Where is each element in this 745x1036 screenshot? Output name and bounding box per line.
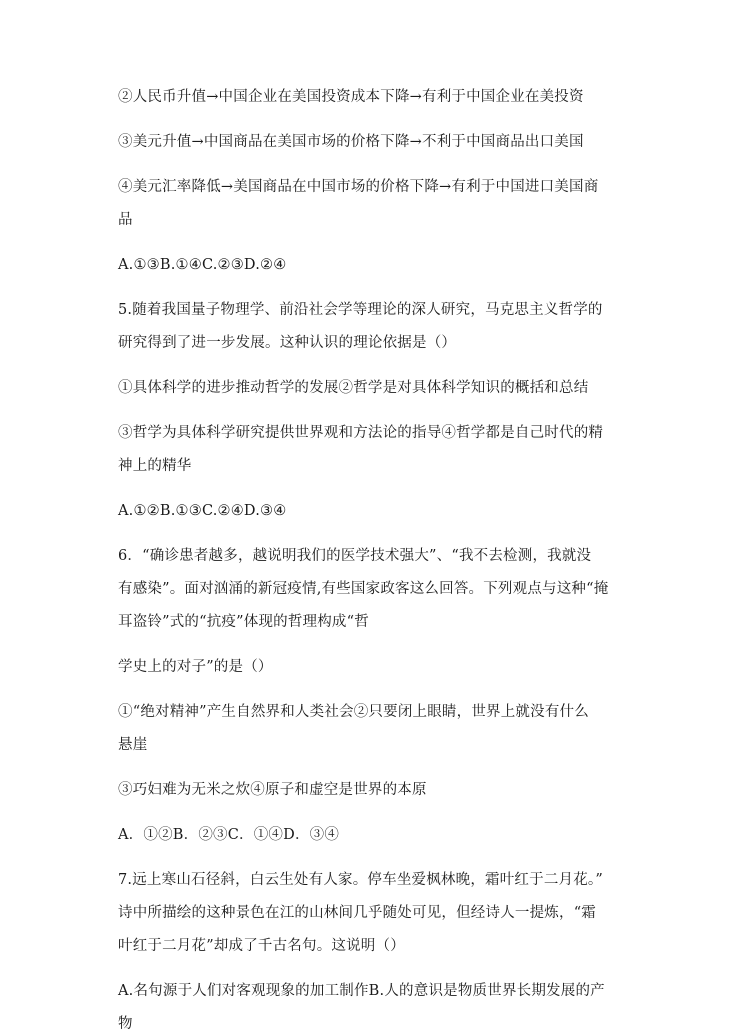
q5-statement-3-4-line2: 神上的精华 <box>118 458 192 474</box>
q4-answer-choices: A.①③B.①④C.②③D.②④ <box>118 257 287 273</box>
q5-statement-3-4-line1: ③哲学为具体科学研究提供世界观和方法论的指导④哲学都是自己时代的精 <box>118 425 604 441</box>
q5-stem-line1: 5.随着我国量子物理学、前沿社会学等理论的深人研究，马克思主义哲学的 <box>118 302 603 318</box>
q6-statement-1-2-line1: ①“绝对精神”产生自然界和人类社会②只要闭上眼睛，世界上就没有什么 <box>118 704 589 720</box>
q7-stem-line1: 7.远上寒山石径斜，白云生处有人家。停车坐爱枫林晚，霜叶红于二月花。” <box>118 872 603 888</box>
q6-stem-line3: 耳盗铃”式的“抗疫”体现的哲理构成“哲 <box>118 614 369 630</box>
document-page <box>118 86 609 1036</box>
q6-statement-1-2-line2: 悬崖 <box>118 737 148 753</box>
q6-stem-line2: 有感染”。面对汹涌的新冠疫情,有些国家政客这么回答。下列观点与这种“掩 <box>118 581 609 597</box>
q6-stem-line4: 学史上的对子”的是（） <box>118 659 273 675</box>
option-4-text-line1: ④美元汇率降低→美国商品在中国市场的价格下降→有利于中国进口美国商 <box>118 179 599 195</box>
option-2-text: ②人民币升值→中国企业在美国投资成本下降→有利于中国企业在美投资 <box>118 89 584 105</box>
q7-option-a-b-line1: A.名句源于人们对客观现象的加工制作B.人的意识是物质世界长期发展的产 <box>118 983 605 999</box>
q7-stem-line3: 叶红于二月花”却成了千古名句。这说明（） <box>118 938 405 954</box>
q6-answer-choices: A．①②B．②③C．①④D．③④ <box>118 827 340 843</box>
option-4-text-line2: 品 <box>118 212 133 228</box>
q7-option-a-b-line2: 物 <box>118 1016 133 1032</box>
q6-stem-line1: 6．“确诊患者越多，越说明我们的医学技术强大”、“我不去检测，我就没 <box>118 548 592 564</box>
q5-answer-choices: A.①②B.①③C.②④D.③④ <box>118 503 287 519</box>
q5-statement-1-2: ①具体科学的进步推动哲学的发展②哲学是对具体科学知识的概括和总结 <box>118 380 589 396</box>
q6-statement-3-4: ③巧妇难为无米之炊④原子和虚空是世界的本原 <box>118 782 427 798</box>
q7-stem-line2: 诗中所描绘的这种景色在江的山林间几乎随处可见，但经诗人一提炼，“霜 <box>118 905 597 921</box>
q5-stem-line2: 研究得到了进一步发展。这种认识的理论依据是（） <box>118 335 457 351</box>
option-3-text: ③美元升值→中国商品在美国市场的价格下降→不利于中国商品出口美国 <box>118 134 584 150</box>
